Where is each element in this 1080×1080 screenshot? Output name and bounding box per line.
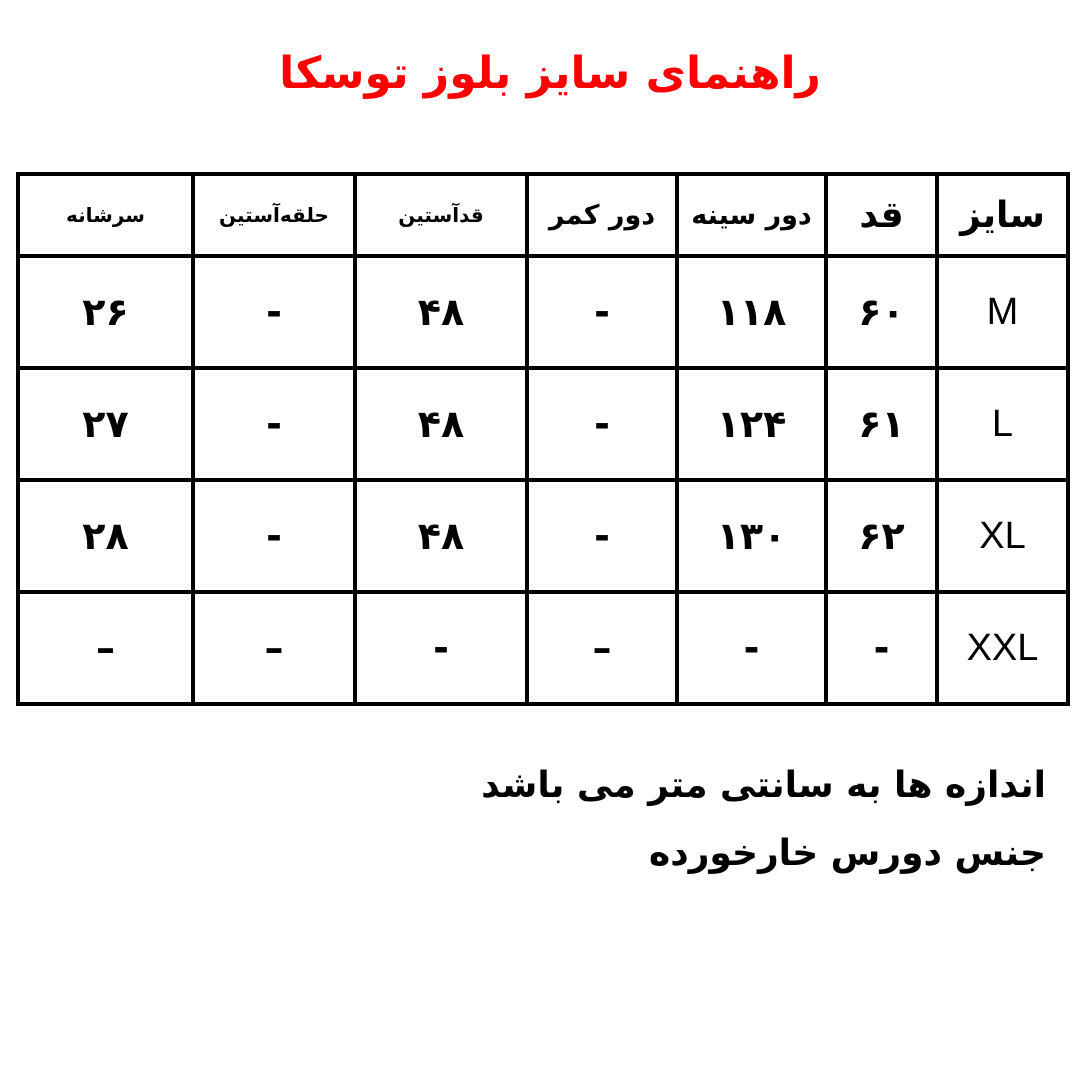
waist-cell: - [527,368,677,480]
waist-cell: - [527,256,677,368]
chest-cell: ۱۳۰ [677,480,826,592]
waist-cell: - [527,480,677,592]
sleeve-length-cell: ۴۸ [355,256,527,368]
sleeve-opening-cell: - [193,256,355,368]
fabric-note: جنس دورس خارخورده [648,833,1046,874]
table-row [18,368,1068,480]
shoulder-cell: ۲۸ [18,480,193,592]
column-header-length: قد [826,174,937,256]
sleeve-length-cell: ۴۸ [355,480,527,592]
sleeve-opening-cell: - [193,480,355,592]
table-header-row [18,174,1068,256]
column-header-shoulder: سرشانه [18,174,193,256]
column-header-waist: دور کمر [527,174,677,256]
length-cell: - [826,592,937,704]
sleeve-opening-cell: – [193,592,355,704]
waist-cell: – [527,592,677,704]
chest-cell: ۱۱۸ [677,256,826,368]
page-title: راهنمای سایز بلوز توسکا [279,48,821,99]
length-cell: ۶۱ [826,368,937,480]
sleeve-opening-cell: - [193,368,355,480]
notes-block [346,752,1046,888]
table-row [18,256,1068,368]
column-header-sleeve-opening: حلقه‌آستین [193,174,355,256]
length-cell: ۶۰ [826,256,937,368]
size-guide-table [16,172,1070,706]
shoulder-cell: ۲۶ [18,256,193,368]
chest-cell: ۱۲۴ [677,368,826,480]
column-header-size: سایز [937,174,1068,256]
table-row [18,592,1068,704]
table-row [18,480,1068,592]
chest-cell: - [677,592,826,704]
size-cell: XL [937,480,1068,592]
column-header-sleeve-length: قدآستین [355,174,527,256]
size-cell: L [937,368,1068,480]
size-cell: XXL [937,592,1068,704]
sleeve-length-cell: - [355,592,527,704]
shoulder-cell: – [18,592,193,704]
length-cell: ۶۲ [826,480,937,592]
column-header-chest: دور سینه [677,174,826,256]
units-note: اندازه ها به سانتی متر می باشد [481,765,1046,806]
size-cell: M [937,256,1068,368]
sleeve-length-cell: ۴۸ [355,368,527,480]
shoulder-cell: ۲۷ [18,368,193,480]
